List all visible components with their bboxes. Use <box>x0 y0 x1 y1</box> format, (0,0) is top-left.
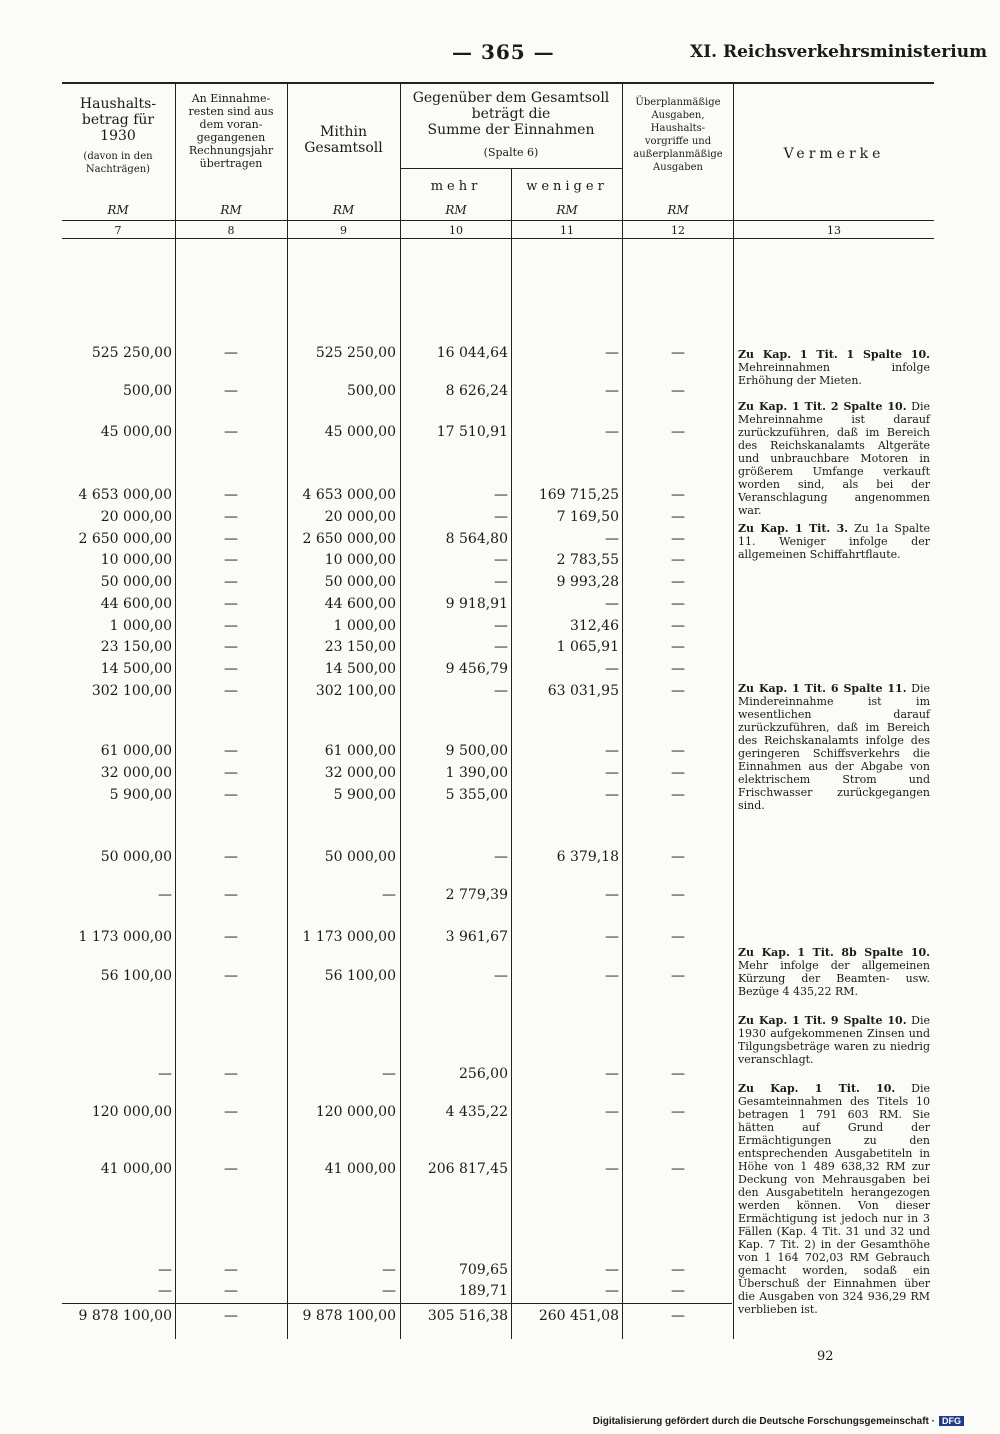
cell-c9: 14 500,00 <box>324 661 396 677</box>
cell-c10: 305 516,38 <box>427 1308 508 1324</box>
cell-c7: 120 000,00 <box>91 1104 172 1120</box>
cell-c8: — <box>224 1161 238 1177</box>
remark-text: Die Mehreinnahme ist darauf zurückzuführen, daß im Bereich des Reichskanalamts Altgeräte und unbrauchbare Motoren in größerem Umfange verkauft worden sind, als bei der Veranschlagung angenommen war. <box>738 400 930 517</box>
header-col11: weniger <box>526 179 608 194</box>
cell-c11: 63 031,95 <box>547 683 619 699</box>
cell-c7: 23 150,00 <box>100 639 172 655</box>
cell-c11: — <box>605 1104 619 1120</box>
remark-text: Mehreinnahmen infolge Erhöhung der Mieten. <box>738 361 930 387</box>
colnum-8: 8 <box>227 224 235 237</box>
cell-c12: — <box>671 1283 685 1299</box>
cell-c11: 1 065,91 <box>556 639 619 655</box>
cell-c9: 50 000,00 <box>324 574 396 590</box>
cell-c9: — <box>382 1262 396 1278</box>
cell-c7: — <box>158 1283 172 1299</box>
cell-c7: 5 900,00 <box>109 787 172 803</box>
cell-c7: 56 100,00 <box>100 968 172 984</box>
cell-c9: 2 650 000,00 <box>302 531 396 547</box>
table-row <box>0 660 1000 678</box>
header-col7: Haushalts- betrag für 1930 <box>79 96 157 144</box>
cell-c9: 44 600,00 <box>324 596 396 612</box>
cell-c9: — <box>382 1066 396 1082</box>
cell-c12: — <box>671 683 685 699</box>
cell-c8: — <box>224 596 238 612</box>
unit-col9: RM <box>332 203 355 217</box>
cell-c12: — <box>671 661 685 677</box>
cell-c8: — <box>224 929 238 945</box>
col-divider-7-8 <box>175 84 176 1339</box>
header-col10-11: Gegenüber dem Gesamtsoll beträgt die Summe der Einnahmen <box>412 90 610 138</box>
cell-c9: 1 000,00 <box>333 618 396 634</box>
cell-c9: — <box>382 1283 396 1299</box>
header-col7-sub: (davon in den Nachträgen) <box>83 151 153 175</box>
cell-c8: — <box>224 661 238 677</box>
remark-heading: Zu Kap. 1 Tit. 9 Spalte 10. <box>738 1014 907 1027</box>
col-divider-11-12 <box>622 84 623 1339</box>
cell-c8: — <box>224 787 238 803</box>
remark-item <box>738 682 930 812</box>
header-col10: mehr <box>430 179 482 194</box>
col-divider-12-13 <box>733 84 734 1339</box>
dfg-footer <box>593 1416 964 1427</box>
cell-c7: 45 000,00 <box>100 424 172 440</box>
cell-c12: — <box>671 509 685 525</box>
cell-c11: — <box>605 383 619 399</box>
cell-c12: — <box>671 596 685 612</box>
header-col9: Mithin Gesamtsoll <box>304 124 383 156</box>
cell-c10: 189,71 <box>459 1283 508 1299</box>
table-row <box>0 848 1000 866</box>
remark-item <box>738 348 930 387</box>
colnum-12: 12 <box>671 224 685 237</box>
cell-c9: 525 250,00 <box>315 345 396 361</box>
cell-c10: 9 500,00 <box>445 743 508 759</box>
cell-c7: 1 000,00 <box>109 618 172 634</box>
colnum-11: 11 <box>560 224 574 237</box>
cell-c9: — <box>382 887 396 903</box>
cell-c12: — <box>671 1104 685 1120</box>
cell-c7: 9 878 100,00 <box>78 1308 172 1324</box>
remark-heading: Zu Kap. 1 Tit. 1 Spalte 10. <box>738 348 930 361</box>
remark-text: Mehr infolge der allgemeinen Kürzung der Beamten- usw. Bezüge 4 435,22 RM. <box>738 959 930 998</box>
dfg-note-text: Digitalisierung gefördert durch die Deutsche Forschungsgemeinschaft · <box>592 1416 935 1427</box>
cell-c7: 50 000,00 <box>100 574 172 590</box>
cell-c10: — <box>494 574 508 590</box>
cell-c10: 256,00 <box>459 1066 508 1082</box>
cell-c12: — <box>671 787 685 803</box>
table-row <box>0 928 1000 946</box>
cell-c11: 312,46 <box>570 618 619 634</box>
cell-c12: — <box>671 618 685 634</box>
cell-c7: — <box>158 1262 172 1278</box>
remark-heading: Zu Kap. 1 Tit. 2 Spalte 10. <box>738 400 907 413</box>
cell-c10: 16 044,64 <box>436 345 508 361</box>
cell-c10: — <box>494 683 508 699</box>
page-number: — 365 — <box>452 40 555 64</box>
cell-c7: — <box>158 887 172 903</box>
cell-c10: 4 435,22 <box>445 1104 508 1120</box>
cell-c12: — <box>671 765 685 781</box>
unit-rule <box>62 220 934 221</box>
cell-c7: — <box>158 1066 172 1082</box>
cell-c11: — <box>605 887 619 903</box>
cell-c11: — <box>605 765 619 781</box>
cell-c11: 260 451,08 <box>538 1308 619 1324</box>
table-row <box>0 573 1000 591</box>
header-col10-11-sub: (Spalte 6) <box>483 146 539 159</box>
header-col13: Vermerke <box>783 146 885 162</box>
cell-c9: 120 000,00 <box>315 1104 396 1120</box>
cell-c9: 500,00 <box>347 383 396 399</box>
cell-c8: — <box>224 618 238 634</box>
cell-c9: 20 000,00 <box>324 509 396 525</box>
remark-text: Die Gesamteinnahmen des Titels 10 betragen 1 791 603 RM. Sie hätten auf Grund der Ermächtigungen zu den entsprechenden Ausgabetiteln in Höhe von 1 489 638,32 RM zur Deckung von Mehrausgaben bei den Ausgabetiteln herangezogen werden können. Von dieser Ermächtigung ist jedoch nur in 3 Fällen (Kap. 4 Tit. 31 und 32 und Kap. 7 Tit. 2) in der Gesamthöhe von 1 164 702,03 RM Gebrauch gemacht worden, sodaß ein Überschuß der Einnahmen über die Ausgaben von 324 936,29 RM verblieben ist. <box>738 1082 930 1316</box>
cell-c11: 7 169,50 <box>556 509 619 525</box>
cell-c11: — <box>605 1066 619 1082</box>
cell-c10: 5 355,00 <box>445 787 508 803</box>
colnum-rule <box>62 238 934 239</box>
cell-c12: — <box>671 1262 685 1278</box>
cell-c8: — <box>224 765 238 781</box>
cell-c7: 50 000,00 <box>100 849 172 865</box>
cell-c11: — <box>605 787 619 803</box>
cell-c9: 45 000,00 <box>324 424 396 440</box>
cell-c12: — <box>671 743 685 759</box>
cell-c12: — <box>671 383 685 399</box>
table-row <box>0 595 1000 613</box>
cell-c8: — <box>224 531 238 547</box>
cell-c10: 8 626,24 <box>445 383 508 399</box>
cell-c11: — <box>605 1283 619 1299</box>
cell-c10: 17 510,91 <box>436 424 508 440</box>
cell-c11: — <box>605 596 619 612</box>
table-row <box>0 638 1000 656</box>
cell-c8: — <box>224 345 238 361</box>
cell-c9: 4 653 000,00 <box>302 487 396 503</box>
cell-c8: — <box>224 487 238 503</box>
cell-c8: — <box>224 552 238 568</box>
remark-item <box>738 400 930 517</box>
cell-c8: — <box>224 574 238 590</box>
cell-c9: 32 000,00 <box>324 765 396 781</box>
cell-c10: 9 456,79 <box>445 661 508 677</box>
cell-c10: — <box>494 552 508 568</box>
cell-c8: — <box>224 887 238 903</box>
unit-col10: RM <box>445 203 467 217</box>
cell-c10: — <box>494 639 508 655</box>
cell-c8: — <box>224 639 238 655</box>
cell-c10: — <box>494 509 508 525</box>
cell-c7: 61 000,00 <box>100 743 172 759</box>
cell-c7: 525 250,00 <box>91 345 172 361</box>
cell-c9: 56 100,00 <box>324 968 396 984</box>
unit-col8: RM <box>220 203 242 217</box>
remark-item <box>738 1014 930 1066</box>
cell-c8: — <box>224 1066 238 1082</box>
cell-c10: 1 390,00 <box>445 765 508 781</box>
page-header <box>0 40 1000 66</box>
cell-c11: — <box>605 1161 619 1177</box>
cell-c11: — <box>605 743 619 759</box>
table-row <box>0 617 1000 635</box>
cell-c10: — <box>494 849 508 865</box>
cell-c11: — <box>605 1262 619 1278</box>
unit-col11: RM <box>556 203 578 217</box>
cell-c12: — <box>671 552 685 568</box>
remark-item <box>738 1082 930 1316</box>
cell-c11: — <box>605 929 619 945</box>
ministry-title: XI. Reichsverkehrsministerium <box>690 42 988 62</box>
cell-c10: 2 779,39 <box>445 887 508 903</box>
cell-c10: — <box>494 618 508 634</box>
remark-text: Zu 1a Spalte 11. Weniger infolge der allgemeinen Schiffahrtflaute. <box>738 522 931 561</box>
cell-c12: — <box>671 1308 685 1324</box>
colnum-10: 10 <box>449 224 463 237</box>
cell-c11: 2 783,55 <box>556 552 619 568</box>
cell-c10: 206 817,45 <box>427 1161 508 1177</box>
unit-col7: RM <box>107 203 129 217</box>
cell-c7: 1 173 000,00 <box>78 929 172 945</box>
cell-c8: — <box>224 1262 238 1278</box>
cell-c8: — <box>224 1104 238 1120</box>
cell-c12: — <box>671 1161 685 1177</box>
cell-c7: 4 653 000,00 <box>78 487 172 503</box>
cell-c12: — <box>671 487 685 503</box>
cell-c7: 32 000,00 <box>100 765 172 781</box>
cell-c12: — <box>671 345 685 361</box>
cell-c12: — <box>671 849 685 865</box>
cell-c11: — <box>605 531 619 547</box>
cell-c11: 169 715,25 <box>538 487 619 503</box>
cell-c10: 3 961,67 <box>445 929 508 945</box>
cell-c7: 302 100,00 <box>91 683 172 699</box>
cell-c11: 9 993,28 <box>556 574 619 590</box>
col-divider-9-10 <box>400 84 401 1339</box>
cell-c12: — <box>671 639 685 655</box>
sheet-number: 92 <box>817 1349 834 1364</box>
remark-heading: Zu Kap. 1 Tit. 10. <box>738 1082 896 1095</box>
header-col8: An Einnahme- resten sind aus dem voran- gegangenen Rechnungsjahr übertragen <box>188 92 274 170</box>
cell-c12: — <box>671 887 685 903</box>
cell-c7: 41 000,00 <box>100 1161 172 1177</box>
cell-c11: — <box>605 345 619 361</box>
cell-c10: 9 918,91 <box>445 596 508 612</box>
cell-c9: 61 000,00 <box>324 743 396 759</box>
cell-c9: 10 000,00 <box>324 552 396 568</box>
cell-c9: 41 000,00 <box>324 1161 396 1177</box>
cell-c11: — <box>605 968 619 984</box>
cell-c7: 500,00 <box>123 383 172 399</box>
cell-c11: — <box>605 424 619 440</box>
remark-item <box>738 946 930 998</box>
remark-heading: Zu Kap. 1 Tit. 8b Spalte 10. <box>738 946 930 959</box>
col-divider-8-9 <box>287 84 288 1339</box>
cell-c8: — <box>224 683 238 699</box>
remark-heading: Zu Kap. 1 Tit. 6 Spalte 11. <box>738 682 907 695</box>
cell-c7: 10 000,00 <box>100 552 172 568</box>
cell-c9: 9 878 100,00 <box>302 1308 396 1324</box>
cell-c8: — <box>224 509 238 525</box>
cell-c9: 50 000,00 <box>324 849 396 865</box>
cell-c8: — <box>224 849 238 865</box>
colnum-13: 13 <box>827 224 841 237</box>
cell-c10: 8 564,80 <box>445 531 508 547</box>
table-row <box>0 1065 1000 1083</box>
cell-c12: — <box>671 424 685 440</box>
remark-heading: Zu Kap. 1 Tit. 3. <box>738 522 849 535</box>
table-top-rule <box>62 82 934 84</box>
cell-c11: — <box>605 661 619 677</box>
cell-c8: — <box>224 968 238 984</box>
cell-c10: 709,65 <box>459 1262 508 1278</box>
cell-c11: 6 379,18 <box>556 849 619 865</box>
cell-c8: — <box>224 1308 238 1324</box>
cell-c8: — <box>224 383 238 399</box>
remark-text: Die Mindereinnahme ist im wesentlichen darauf zurückzuführen, daß im Bereich des Reichskanalamts infolge des geringeren Schiffsverkehrs die Einnahmen aus der Abgabe von elektrischem Strom und Frischwasser zurückgegangen sind. <box>738 682 930 812</box>
cell-c7: 44 600,00 <box>100 596 172 612</box>
cell-c10: — <box>494 487 508 503</box>
cell-c8: — <box>224 743 238 759</box>
total-rule <box>62 1303 732 1304</box>
cell-c12: — <box>671 929 685 945</box>
cell-c7: 14 500,00 <box>100 661 172 677</box>
cell-c10: — <box>494 968 508 984</box>
cell-c8: — <box>224 1283 238 1299</box>
cell-c9: 302 100,00 <box>315 683 396 699</box>
cell-c12: — <box>671 531 685 547</box>
cell-c12: — <box>671 1066 685 1082</box>
cell-c9: 1 173 000,00 <box>302 929 396 945</box>
cell-c9: 5 900,00 <box>333 787 396 803</box>
dfg-logo: DFG <box>939 1416 964 1426</box>
table-row <box>0 886 1000 904</box>
unit-col12: RM <box>667 203 689 217</box>
cell-c8: — <box>224 424 238 440</box>
remark-item <box>738 522 930 561</box>
remark-text: Die 1930 aufgekommenen Zinsen und Tilgungsbeträge waren zu niedrig veranschlagt. <box>738 1014 930 1066</box>
cell-c12: — <box>671 574 685 590</box>
cell-c12: — <box>671 968 685 984</box>
cell-c7: 20 000,00 <box>100 509 172 525</box>
cell-c7: 2 650 000,00 <box>78 531 172 547</box>
header-col12: Überplanmäßige Ausgaben, Haushalts- vorgriffe und außerplanmäßige Ausgaben <box>633 97 723 173</box>
colnum-7: 7 <box>114 224 122 237</box>
cell-c9: 23 150,00 <box>324 639 396 655</box>
colnum-9: 9 <box>340 224 347 237</box>
